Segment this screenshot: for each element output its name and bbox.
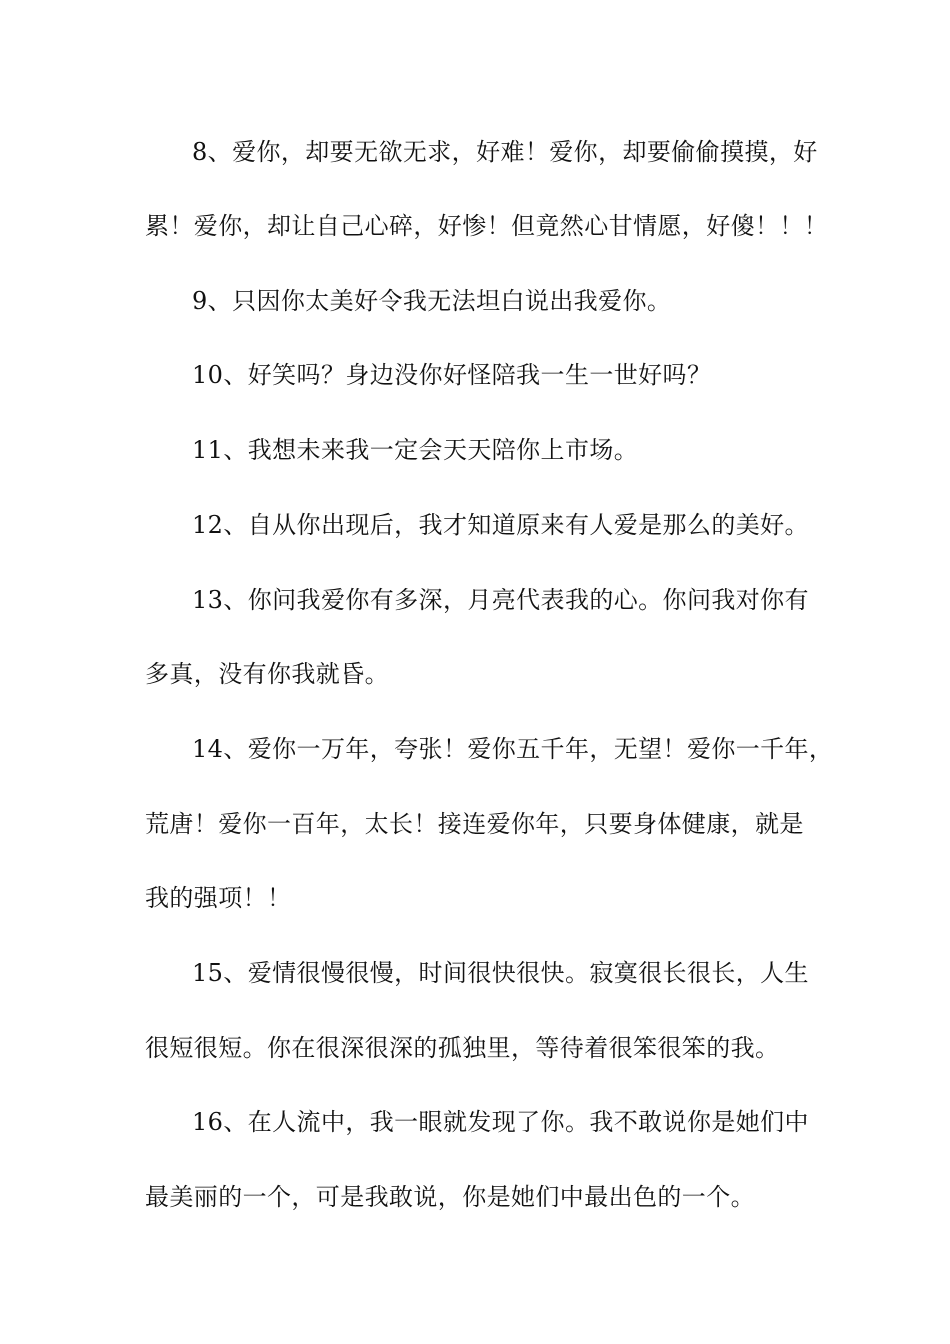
text-line: 13、你问我爱你有多深，月亮代表我的心。你问我对你有 [192,586,809,614]
text-line: 最美丽的一个，可是我敢说，你是她们中最出色的一个。 [145,1183,755,1211]
text-line: 我的强项！！ [145,884,292,912]
text-line: 9、只因你太美好令我无法坦白说出我爱你。 [192,287,672,315]
text-line: 10、好笑吗？身边没你好怪陪我一生一世好吗？ [192,361,712,389]
text-line: 多真，没有你我就昏。 [145,660,389,688]
text-line: 11、我想未来我一定会天天陪你上市场。 [192,436,639,464]
text-line: 14、爱你一万年，夸张！爱你五千年，无望！爱你一千年， [192,735,834,763]
text-line: 8、爱你，却要无欲无求，好难！爱你，却要偷偷摸摸，好 [192,138,818,166]
text-line: 很短很短。你在很深很深的孤独里，等待着很笨很笨的我。 [145,1034,780,1062]
text-line: 16、在人流中，我一眼就发现了你。我不敢说你是她们中 [192,1108,809,1136]
text-line: 15、爱情很慢很慢，时间很快很快。寂寞很长很长，人生 [192,959,809,987]
text-line: 累！爱你，却让自己心碎，好惨！但竟然心甘情愿，好傻！！！ [145,212,829,240]
text-line: 12、自从你出现后，我才知道原来有人爱是那么的美好。 [192,511,809,539]
text-line: 荒唐！爱你一百年，太长！接连爱你年，只要身体健康，就是 [145,810,804,838]
